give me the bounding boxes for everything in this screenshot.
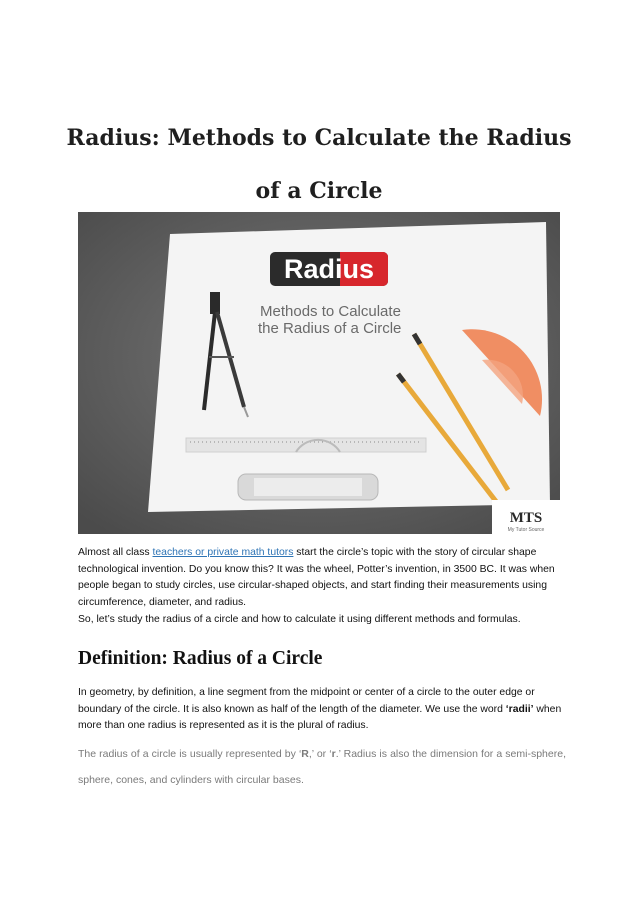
symbol-r: r bbox=[331, 748, 336, 760]
hero-image bbox=[78, 212, 560, 534]
badge-text: Radius bbox=[283, 254, 375, 284]
representation-text-3: .’ Radius is also the dimension for a semi-sphere, sphere, cones, and cylinders with circular bases. bbox=[78, 748, 566, 786]
hero-subtitle-2: the Radius of a Circle bbox=[258, 320, 402, 337]
logo-text: MTS bbox=[509, 510, 543, 526]
study-paragraph: So, let’s study the radius of a circle and how to calculate it using different methods and formulas. bbox=[78, 614, 521, 625]
tube-icon bbox=[238, 474, 378, 500]
hero-subtitle-1: Methods to Calculate bbox=[260, 303, 401, 320]
representation-paragraph bbox=[78, 741, 566, 793]
tutors-link[interactable]: teachers or private math tutors bbox=[152, 547, 294, 558]
radius-badge bbox=[270, 252, 388, 286]
title-line-2: of a Circle bbox=[255, 178, 383, 204]
ruler-icon bbox=[186, 438, 426, 452]
definition-paragraph bbox=[78, 685, 568, 735]
mts-logo bbox=[492, 500, 560, 534]
representation-text-2: ,’ or ‘ bbox=[308, 748, 332, 760]
symbol-R: R bbox=[301, 748, 309, 760]
definition-text-1: In geometry, by definition, a line segment from the midpoint or center of a circle to the outer edge or boundary of the circle. It is also known as half of the length of the diameter. We use the word bbox=[78, 687, 535, 715]
intro-paragraph bbox=[78, 545, 568, 611]
radii-term: ‘radii’ bbox=[505, 703, 534, 715]
title-line-1: Radius: Methods to Calculate the Radius bbox=[66, 125, 572, 151]
intro-text-2: start the circle’s topic with the story of circular shape technological invention. Do you know this? It was the wheel, Potter’s invention, in 3500 BC. It was when people began to study circles, use circular-shaped objects, and start finding their measurements using circumference, diameter, and radius. bbox=[78, 547, 555, 608]
definition-text-2: when more than one radius is represented as it is the plural of radius. bbox=[78, 703, 562, 731]
page-title bbox=[40, 112, 598, 218]
intro-text-1: Almost all class bbox=[78, 547, 153, 558]
logo-caption: My Tutor Source bbox=[507, 527, 545, 533]
definition-heading: Definition: Radius of a Circle bbox=[78, 648, 323, 669]
representation-text-1: The radius of a circle is usually represented by ‘ bbox=[78, 748, 302, 760]
